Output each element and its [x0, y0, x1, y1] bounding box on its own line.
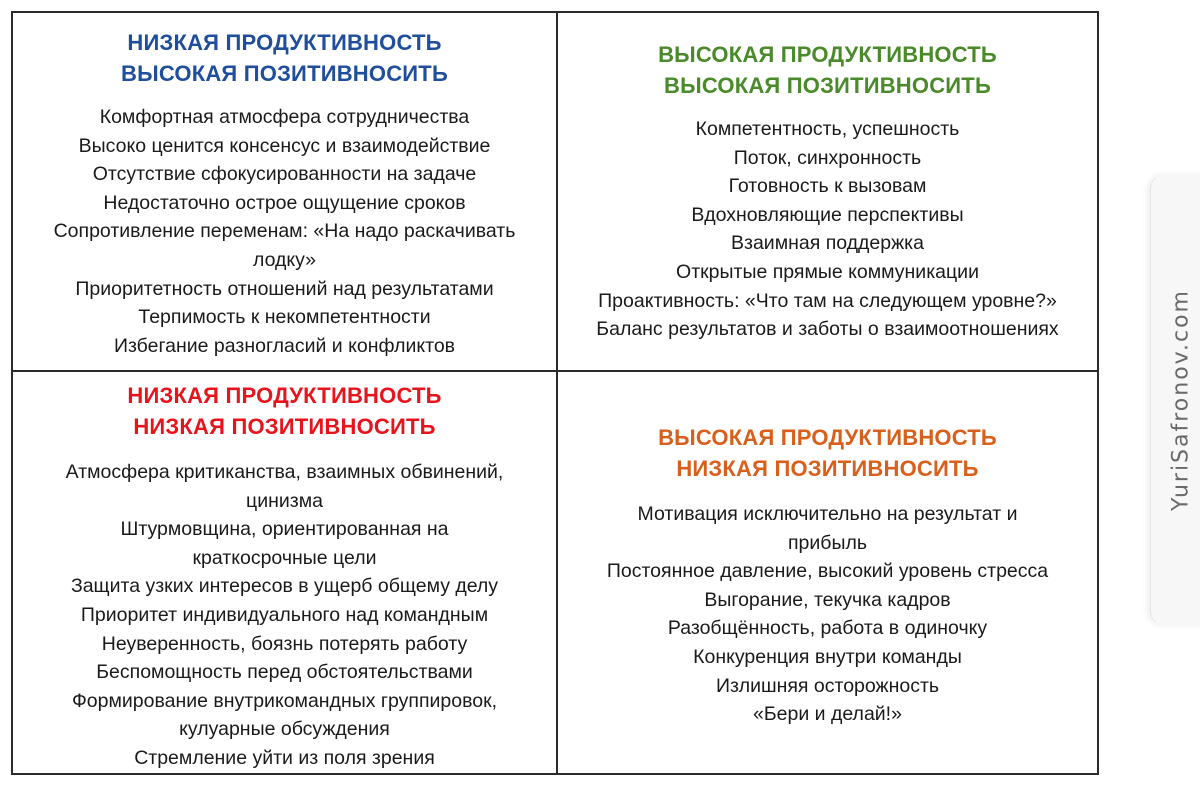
quadrant-item: Защита узких интересов в ущерб общему делу	[70, 575, 499, 598]
quadrant-item: Открытые прямые коммуникации	[676, 260, 979, 283]
quadrant-item: Вдохновляющие перспективы	[691, 203, 964, 226]
quadrant-title-line2: НИЗКАЯ ПОЗИТИВНОСИТЬ	[676, 456, 979, 481]
quadrant-item: Высоко ценится консенсус и взаимодействие	[78, 134, 491, 157]
quadrant-item: Компетентность, успешность	[695, 118, 960, 140]
quadrant-item: Стремление уйти из поля зрения	[134, 746, 435, 769]
quadrant-item: Взаимная поддержка	[731, 232, 924, 255]
quadrant-title	[558, 422, 1097, 484]
quadrant-item: Выгорание, текучка кадров	[704, 588, 951, 611]
quadrant-item: Формирование внутрикомандных группировок,	[71, 689, 498, 712]
quadrant-item: Сопротивление переменам: «На надо раскачивать	[53, 220, 516, 243]
quadrant-item: Отсутствие сфокусированности на задаче	[92, 163, 477, 186]
quadrant-item: Приоритетность отношений над результатами	[75, 277, 494, 300]
quadrant-item: лодку»	[253, 248, 316, 271]
quadrant-item: Приоритет индивидуального над командным	[80, 603, 489, 626]
quadrant-item: кулуарные обсуждения	[179, 718, 390, 741]
quadrant-title-line2: ВЫСОКАЯ ПОЗИТИВНОСИТЬ	[664, 73, 991, 98]
quadrant-low-productivity-low-positivity	[13, 372, 556, 773]
quadrant-high-productivity-low-positivity	[558, 372, 1097, 773]
quadrant-item: Излишняя осторожность	[715, 674, 940, 697]
quadrant-item: Разобщённость, работа в одиночку	[667, 617, 988, 640]
quadrant-title	[558, 39, 1097, 101]
quadrant-item: Готовность к вызовам	[728, 175, 927, 198]
quadrant-item: цинизма	[246, 489, 323, 512]
quadrant-item: Терпимость к некомпетентности	[138, 306, 431, 329]
quadrant-item-list	[558, 115, 1097, 344]
quadrant-title	[13, 27, 556, 89]
quadrant-title-line1: ВЫСОКАЯ ПРОДУКТИВНОСТЬ	[658, 425, 997, 450]
quadrant-title	[13, 380, 556, 442]
quadrant-item: Комфортная атмосфера сотрудничества	[99, 106, 470, 128]
quadrant-item: Мотивация исключительно на результат и	[637, 503, 1018, 525]
quadrant-item: «Бери и делай!»	[753, 703, 902, 726]
quadrant-item: Избегание разногласий и конфликтов	[113, 334, 456, 357]
quadrant-title-line2: НИЗКАЯ ПОЗИТИВНОСИТЬ	[133, 414, 436, 439]
quadrant-low-productivity-high-positivity	[13, 13, 556, 370]
quadrant-item: Недостаточно острое ощущение сроков	[103, 191, 466, 214]
quadrant-item: Конкуренция внутри команды	[693, 645, 962, 668]
watermark-tab	[1150, 175, 1200, 625]
quadrant-item: Постоянное давление, высокий уровень стресса	[606, 560, 1049, 583]
quadrant-item: Проактивность: «Что там на следующем уровне?»	[598, 289, 1057, 312]
quadrant-item: Беспомощность перед обстоятельствами	[96, 661, 473, 684]
quadrant-title-line1: НИЗКАЯ ПРОДУКТИВНОСТЬ	[127, 383, 442, 408]
quadrant-item: прибыль	[787, 531, 868, 554]
quadrant-item-list	[558, 500, 1097, 729]
quadrant-item: Неуверенность, боязнь потерять работу	[101, 632, 468, 655]
quadrant-high-productivity-high-positivity	[558, 13, 1097, 370]
quadrant-title-line1: НИЗКАЯ ПРОДУКТИВНОСТЬ	[127, 30, 442, 55]
quadrant-title-line2: ВЫСОКАЯ ПОЗИТИВНОСИТЬ	[121, 61, 448, 86]
quadrant-item-list	[13, 458, 556, 773]
quadrant-item: Атмосфера критиканства, взаимных обвинений,	[65, 461, 504, 483]
quadrant-item-list	[13, 103, 556, 360]
quadrant-title-line1: ВЫСОКАЯ ПРОДУКТИВНОСТЬ	[658, 42, 997, 67]
quadrant-item: краткосрочные цели	[192, 546, 377, 569]
quadrant-item: Поток, синхронность	[733, 146, 922, 169]
watermark-text: YuriSafronov.com	[1168, 289, 1194, 511]
quadrant-item: Штурмовщина, ориентированная на	[120, 518, 449, 541]
quadrant-item: Баланс результатов и заботы о взаимоотношениях	[596, 318, 1059, 341]
